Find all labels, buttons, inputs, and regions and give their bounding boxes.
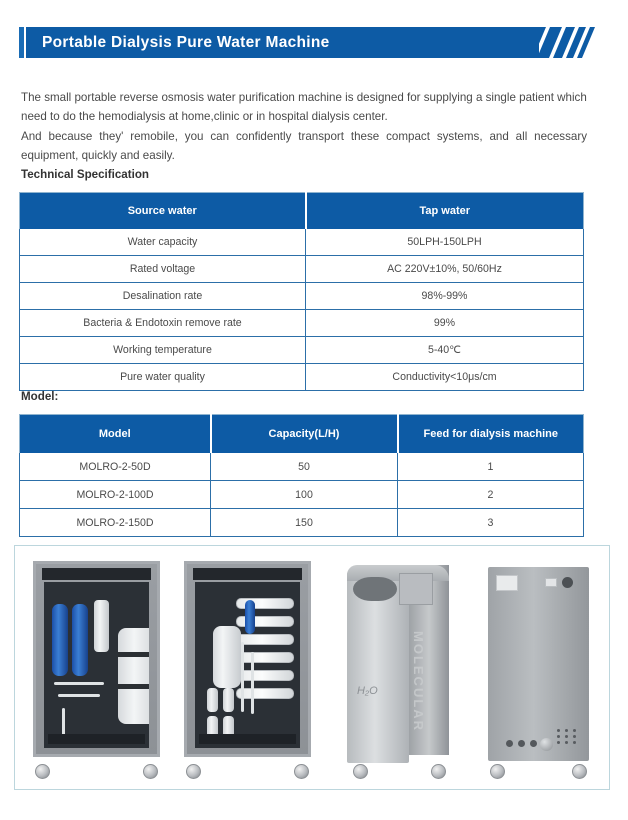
unit-rear-panel: [488, 567, 589, 761]
model-table: [19, 414, 584, 537]
product-photo-finished-unit-rear: [474, 553, 603, 783]
product-photo-panel: [14, 545, 610, 790]
base-plate: [199, 734, 296, 744]
spec-parameter: Rated voltage: [20, 256, 306, 283]
tank-band: [118, 652, 149, 657]
cabinet-top-bar: [42, 568, 151, 580]
product-photo-open-cabinet-membranes: [174, 553, 321, 783]
cabinet-body: [184, 561, 311, 757]
pressure-tank: [118, 628, 149, 724]
spec-value: 99%: [306, 310, 584, 337]
model-capacity: 150: [211, 509, 398, 537]
blue-prefilter-housing: [72, 604, 88, 676]
base-plate: [48, 734, 145, 744]
inline-filter: [223, 688, 234, 712]
spec-value: 98%-99%: [306, 283, 584, 310]
caster-wheel: [35, 764, 50, 779]
model-capacity: 50: [211, 453, 398, 481]
brand-text-molecular: MOLECULAR: [410, 631, 426, 733]
spec-value: 50LPH-150LPH: [306, 229, 584, 256]
ro-membrane-housing: [236, 670, 294, 681]
banner-accent-bar: [19, 27, 24, 58]
caster-wheel: [294, 764, 309, 779]
table-row: [20, 256, 584, 283]
model-feed: 3: [398, 509, 584, 537]
table-row: [20, 229, 584, 256]
model-capacity: 100: [211, 481, 398, 509]
spec-value: 5-40℃: [306, 337, 584, 364]
table-row: [20, 453, 584, 481]
model-name: MOLRO-2-150D: [20, 509, 211, 537]
blue-prefilter-housing: [52, 604, 68, 676]
column-header-capacity: Capacity(L/H): [211, 415, 398, 454]
banner-diagonal-stripes-icon: [528, 27, 600, 58]
product-photo-row: [23, 553, 603, 783]
spec-parameter: Working temperature: [20, 337, 306, 364]
table-header-row: [20, 193, 584, 230]
tubing: [54, 682, 104, 685]
technical-specification-label: Technical Specification: [21, 168, 149, 181]
rear-port: [518, 740, 525, 747]
cabinet-interior: [195, 582, 300, 748]
spec-sticker: [496, 575, 518, 591]
blue-pump-component: [245, 600, 255, 634]
vent-grille: [557, 729, 579, 745]
spec-parameter: Water capacity: [20, 229, 306, 256]
dispense-recess: [353, 577, 397, 601]
table-row: [20, 283, 584, 310]
rear-switch: [545, 578, 557, 587]
column-header-source-water: Source water: [20, 193, 306, 230]
spec-parameter: Pure water quality: [20, 364, 306, 391]
inline-filter: [207, 688, 218, 712]
tank-band: [118, 684, 149, 689]
ro-membrane-housing: [236, 634, 294, 645]
control-panel: [399, 573, 433, 605]
table-row: [20, 310, 584, 337]
table-row: [20, 364, 584, 391]
ro-membrane-housing: [236, 652, 294, 663]
table-row: [20, 509, 584, 537]
table-row: [20, 481, 584, 509]
column-header-model: Model: [20, 415, 211, 454]
cabinet-top-bar: [193, 568, 302, 580]
tubing: [241, 642, 244, 712]
table-row: [20, 337, 584, 364]
brand-logo-h2o: H₂O: [356, 685, 378, 697]
page-title: Portable Dialysis Pure Water Machine: [42, 34, 330, 51]
spec-value: AC 220V±10%, 50/60Hz: [306, 256, 584, 283]
product-photo-open-cabinet-front: [23, 553, 170, 783]
caster-wheel: [143, 764, 158, 779]
model-name: MOLRO-2-100D: [20, 481, 211, 509]
tubing: [251, 652, 254, 714]
caster-wheel: [431, 764, 446, 779]
column-header-tap-water: Tap water: [306, 193, 584, 230]
intro-paragraphs: [21, 88, 587, 166]
spec-value: Conductivity<10μs/cm: [306, 364, 584, 391]
caster-wheel: [353, 764, 368, 779]
model-feed: 2: [398, 481, 584, 509]
cabinet-interior: [44, 582, 149, 748]
spec-parameter: Desalination rate: [20, 283, 306, 310]
rear-connector-knob: [540, 738, 553, 751]
caster-wheel: [572, 764, 587, 779]
rear-port: [530, 740, 537, 747]
technical-specification-table: [19, 192, 584, 391]
product-photo-finished-unit-front: [325, 553, 470, 783]
power-inlet: [562, 577, 573, 588]
cabinet-body: [33, 561, 160, 757]
model-label: Model:: [21, 390, 59, 403]
white-cartridge-filter: [94, 600, 109, 652]
carbon-filter-vessel: [213, 626, 241, 688]
spec-parameter: Bacteria & Endotoxin remove rate: [20, 310, 306, 337]
tubing: [58, 694, 100, 697]
model-name: MOLRO-2-50D: [20, 453, 211, 481]
table-header-row: [20, 415, 584, 454]
column-header-feed: Feed for dialysis machine: [398, 415, 584, 454]
caster-wheel: [186, 764, 201, 779]
rear-port: [506, 740, 513, 747]
model-feed: 1: [398, 453, 584, 481]
ro-membrane-housing: [236, 688, 294, 699]
intro-line-1: The small portable reverse osmosis water purification machine is designed for supplying a single patient which need to do the hemodialysis at home,clinic or in hospital dialysis center.: [21, 91, 587, 124]
caster-wheel: [490, 764, 505, 779]
page-header-banner: [0, 27, 628, 58]
intro-line-2: And because they' remobile, you can confidently transport these compact systems, and all necessary equipment, quickly and easily.: [21, 129, 587, 163]
